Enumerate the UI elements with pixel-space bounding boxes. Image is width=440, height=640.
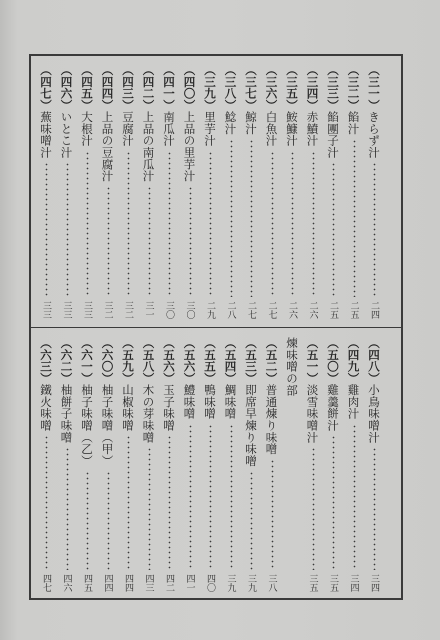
dotted-leader	[373, 447, 376, 570]
contents-entry[interactable]	[263, 64, 281, 319]
page-number: 二五	[348, 301, 359, 319]
entry-number: （五六）	[162, 337, 176, 385]
entry-title: 大根汁	[80, 111, 94, 147]
contents-entry[interactable]	[222, 337, 240, 592]
entry-number: （六一）	[80, 337, 94, 385]
entry-title: いとこ汁	[59, 111, 74, 159]
page-number: 三二	[102, 301, 113, 319]
entry-title: 玉子味噌	[162, 384, 176, 432]
dotted-leader	[271, 151, 274, 297]
entry-number: （六二）	[59, 337, 74, 385]
entry-number: （四五）	[80, 64, 94, 112]
entry-number: （五四）	[223, 337, 238, 385]
entry-number: （五九）	[121, 337, 135, 385]
entry-title: 鯛味噌	[223, 384, 238, 420]
dotted-leader	[312, 447, 315, 570]
page-number: 四四	[123, 574, 133, 592]
dotted-leader	[332, 162, 335, 297]
page-number: 三〇	[184, 301, 195, 319]
dotted-leader	[250, 471, 253, 570]
dotted-leader	[107, 186, 110, 297]
page-number: 三一	[143, 301, 154, 319]
contents-entry[interactable]	[119, 64, 137, 319]
entry-title: 柚子味噌（甲）	[100, 384, 115, 467]
entry-number: （六〇）	[100, 337, 115, 385]
contents-entry[interactable]	[324, 337, 342, 592]
entry-number: （四二）	[141, 64, 156, 112]
contents-entry[interactable]	[324, 64, 342, 319]
dotted-leader	[373, 162, 376, 297]
entry-number: （五三）	[244, 337, 258, 385]
entry-title: 淡雪味噌汁	[305, 384, 320, 444]
entry-title: 雞肉汁	[346, 384, 361, 420]
page-number: 三五	[328, 574, 338, 592]
contents-entry[interactable]	[78, 337, 96, 592]
entry-number: （四三）	[121, 64, 135, 112]
entry-number: （四六）	[59, 64, 74, 112]
entry-title: 鴨味噌	[203, 384, 217, 420]
contents-entry[interactable]	[304, 64, 322, 319]
page-number: 四五	[82, 574, 92, 592]
contents-entry[interactable]	[242, 337, 260, 592]
contents-entry[interactable]	[263, 337, 281, 592]
entry-number: （四八）	[367, 337, 381, 385]
page-number: 三三	[61, 301, 72, 319]
dotted-leader	[127, 435, 130, 570]
page-number: 三三	[41, 301, 51, 319]
page-number: 二七	[266, 301, 277, 319]
page-number: 四〇	[205, 574, 215, 592]
dotted-leader	[271, 459, 274, 570]
contents-entry[interactable]	[345, 337, 363, 592]
page-number: 二六	[307, 301, 318, 319]
dotted-leader	[291, 151, 294, 297]
entry-number: （四七）	[39, 64, 53, 112]
entry-title: 上品の豆腐汁	[100, 111, 115, 183]
entry-number: （三六）	[264, 64, 279, 112]
page-number: 四一	[184, 574, 195, 592]
contents-entry[interactable]	[37, 64, 55, 319]
entry-title: 鮟鱇汁	[285, 111, 299, 147]
page-number: 三三	[82, 301, 92, 319]
entry-number: （五六）	[182, 337, 197, 385]
contents-entry[interactable]	[283, 64, 301, 319]
entry-number: （三七）	[244, 64, 258, 112]
entry-title: 普通煉り味噌	[264, 384, 279, 456]
dotted-leader	[86, 151, 89, 297]
contents-entry[interactable]	[365, 64, 383, 319]
contents-entry[interactable]	[119, 337, 137, 592]
entry-title: 餡團子汁	[326, 111, 340, 159]
entry-title: 柚子味噌（乙）	[80, 384, 94, 467]
contents-entry[interactable]	[58, 64, 76, 319]
dotted-leader	[127, 151, 130, 297]
entry-title: 山椒味噌	[121, 384, 135, 432]
entry-title: 即席早煉り味噌	[244, 384, 258, 467]
page-number: 二七	[246, 301, 256, 319]
dotted-leader	[148, 186, 151, 297]
page-number: 三〇	[164, 301, 174, 319]
page-number: 三八	[266, 574, 277, 592]
contents-entry[interactable]	[181, 64, 199, 319]
contents-entry[interactable]	[222, 64, 240, 319]
contents-entry[interactable]	[304, 337, 322, 592]
entry-number: （三三）	[326, 64, 340, 112]
entry-number: （五五）	[203, 337, 217, 385]
contents-entry[interactable]	[201, 64, 219, 319]
entry-title: 白魚汁	[264, 111, 279, 147]
contents-entry[interactable]	[201, 337, 219, 592]
contents-entry[interactable]	[78, 64, 96, 319]
contents-entry[interactable]	[160, 337, 178, 592]
entry-title: 南瓜汁	[162, 111, 176, 147]
page-number: 四四	[102, 574, 113, 592]
dotted-leader	[189, 186, 192, 297]
dotted-leader	[189, 424, 192, 570]
entry-number: （三二）	[346, 64, 361, 112]
page-number: 三四	[348, 574, 359, 592]
entry-number: （五一）	[305, 337, 320, 385]
contents-entry[interactable]	[58, 337, 76, 592]
entry-number: （三五）	[285, 64, 299, 112]
page-number: 四六	[61, 574, 72, 592]
entry-number: （五〇）	[326, 337, 340, 385]
entry-title: 鯰汁	[223, 111, 238, 135]
page-number: 四二	[164, 574, 174, 592]
entry-title: 蕪味噌汁	[39, 111, 53, 159]
entry-title: 小鳥味噌汁	[367, 384, 381, 444]
contents-entry[interactable]	[37, 337, 55, 592]
page-number: 二六	[287, 301, 297, 319]
contents-entry[interactable]	[181, 337, 199, 592]
page-number: 三四	[369, 574, 379, 592]
entry-title: 上品の里芋汁	[182, 111, 197, 183]
dotted-leader	[66, 447, 69, 570]
contents-entry[interactable]	[345, 64, 363, 319]
contents-entry[interactable]	[242, 64, 260, 319]
dotted-leader	[107, 471, 110, 570]
page-number: 四七	[41, 574, 51, 592]
dotted-leader	[168, 435, 171, 570]
entry-title: 木の芽味噌	[141, 384, 156, 444]
contents-entry[interactable]	[365, 337, 383, 592]
page-number: 三九	[246, 574, 256, 592]
contents-section-heading[interactable]	[283, 337, 301, 592]
page-number: 二五	[328, 301, 338, 319]
entry-title: 豆腐汁	[121, 111, 135, 147]
dotted-leader	[353, 139, 356, 297]
entry-title: 鯨汁	[244, 111, 258, 135]
entry-title: 赤鱝汁	[305, 111, 320, 147]
entry-title: きらず汁	[367, 111, 381, 159]
page-number: 二八	[225, 301, 236, 319]
entry-number: （五二）	[264, 337, 279, 385]
dotted-leader	[45, 162, 48, 297]
contents-entry[interactable]	[160, 64, 178, 319]
contents-entry[interactable]	[140, 337, 158, 592]
entry-number: （五八）	[141, 337, 156, 385]
section-divider	[29, 327, 403, 328]
dotted-leader	[209, 151, 212, 297]
page-number: 三五	[307, 574, 318, 592]
entry-title: 里芋汁	[203, 111, 217, 147]
entry-title: 上品の南瓜汁	[141, 111, 156, 183]
entry-number: （六三）	[39, 337, 53, 385]
page-number: 二九	[205, 301, 215, 319]
contents-entry[interactable]	[99, 64, 117, 319]
dotted-leader	[66, 162, 69, 297]
dotted-leader	[312, 151, 315, 297]
entry-number: （三四）	[305, 64, 320, 112]
entry-title: 雞羹餅汁	[326, 384, 340, 432]
dotted-leader	[230, 424, 233, 570]
dotted-leader	[332, 435, 335, 570]
page-number: 四三	[143, 574, 154, 592]
entry-number: （四一）	[162, 64, 176, 112]
page-number: 二四	[369, 301, 379, 319]
contents-entry[interactable]	[140, 64, 158, 319]
entry-number: （三八）	[223, 64, 238, 112]
entry-number: （四九）	[346, 337, 361, 385]
entry-title: 鐵火味噌	[39, 384, 53, 432]
dotted-leader	[148, 447, 151, 570]
dotted-leader	[209, 424, 212, 570]
contents-entry[interactable]	[99, 337, 117, 592]
entry-number: （三九）	[203, 64, 217, 112]
dotted-leader	[230, 139, 233, 297]
entry-number: （三一）	[367, 64, 381, 112]
entry-number: （四〇）	[182, 64, 197, 112]
page-number: 三二	[123, 301, 133, 319]
dotted-leader	[45, 435, 48, 570]
dotted-leader	[168, 151, 171, 297]
entry-title: 柚餅子味噌	[59, 384, 74, 444]
dotted-leader	[353, 424, 356, 570]
entry-title: 鱧味噌	[182, 384, 197, 420]
page-number: 三九	[225, 574, 236, 592]
entry-title: 餡汁	[346, 111, 361, 135]
entry-number: （四四）	[100, 64, 115, 112]
section-heading-text: 煉味噌の部	[285, 337, 299, 396]
dotted-leader	[86, 471, 89, 570]
dotted-leader	[250, 139, 253, 297]
